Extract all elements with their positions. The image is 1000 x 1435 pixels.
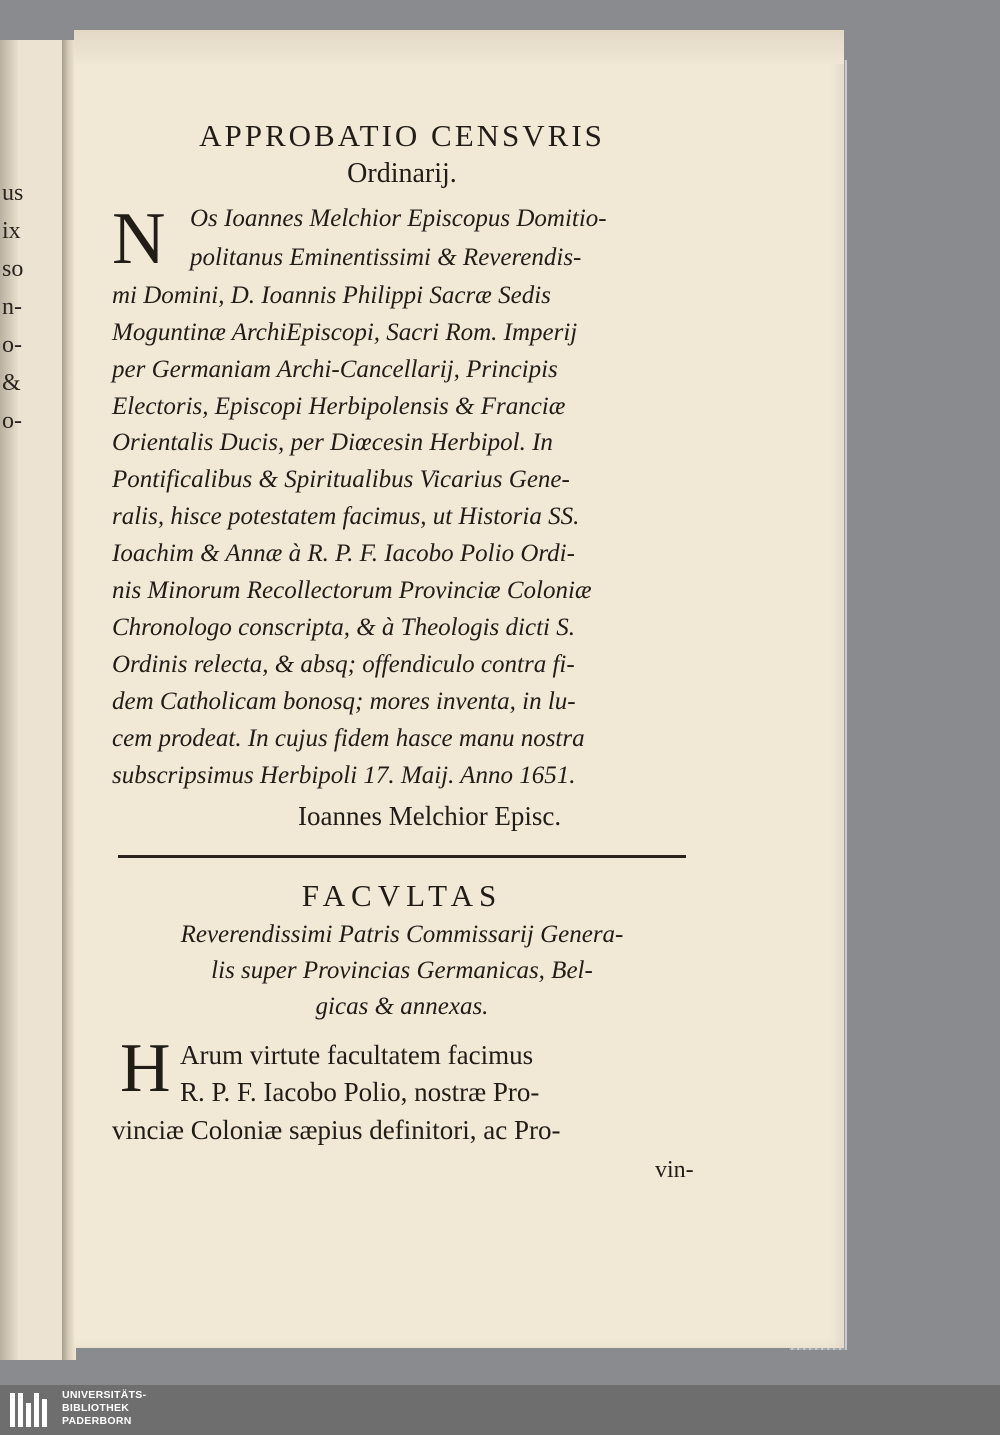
approbatio-line: mi Domini, D. Ioannis Philippi Sacræ Sedis bbox=[112, 282, 551, 309]
approbatio-title: APPROBATIO CENSVRIS bbox=[199, 118, 605, 153]
facultas-line: Arum virtute facultatem facimus bbox=[180, 1040, 534, 1070]
approbatio-line: Ioachim & Annæ à R. P. F. Iacobo Polio Ordi- bbox=[112, 540, 575, 567]
left-fragment: ix bbox=[2, 218, 21, 244]
approbatio-line: nis Minorum Recollectorum Provinciæ Coloniæ bbox=[112, 577, 592, 604]
catchword: vin- bbox=[655, 1157, 694, 1183]
approbatio-dropcap: N bbox=[112, 198, 166, 280]
approbatio-line: per Germaniam Archi-Cancellarij, Principis bbox=[112, 356, 558, 383]
left-fragment: o- bbox=[2, 408, 22, 434]
approbatio-line: Electoris, Episcopi Herbipolensis & Franciæ bbox=[112, 393, 566, 420]
approbatio-line: politanus Eminentissimi & Reverendis- bbox=[190, 244, 582, 271]
facultas-line: vinciæ Coloniæ sæpius definitori, ac Pro- bbox=[112, 1115, 561, 1145]
approbatio-line: ralis, hisce potestatem facimus, ut Historia SS. bbox=[112, 503, 580, 530]
library-logo-line: PADERBORN bbox=[62, 1415, 132, 1427]
facultas-dropcap: H bbox=[120, 1030, 171, 1107]
approbatio-line: dem Catholicam bonosq; mores inventa, in lu- bbox=[112, 688, 576, 715]
approbatio-line: Chronologo conscripta, & à Theologis dicti S. bbox=[112, 614, 575, 641]
approbatio-line: Pontificalibus & Spiritualibus Vicarius Gene- bbox=[112, 466, 570, 493]
left-fragment: n- bbox=[2, 294, 22, 320]
library-logo-text bbox=[62, 1389, 146, 1428]
approbatio-line: Moguntinæ ArchiEpiscopi, Sacri Rom. Imperij bbox=[112, 319, 578, 346]
facultas-subtitle-line: gicas & annexas. bbox=[315, 993, 489, 1020]
left-page bbox=[0, 40, 66, 1360]
approbatio-line: cem prodeat. In cujus fidem hasce manu nostra bbox=[112, 725, 585, 752]
left-fragment: o- bbox=[2, 332, 22, 358]
facultas-subtitle-line: lis super Provincias Germanicas, Bel- bbox=[211, 957, 593, 984]
approbatio-subtitle: Ordinarij. bbox=[347, 158, 457, 189]
library-logo-line: UNIVERSITÄTS- bbox=[62, 1389, 147, 1401]
facultas-line: R. P. F. Iacobo Polio, nostræ Pro- bbox=[180, 1077, 540, 1107]
library-logo-icon bbox=[10, 1393, 52, 1427]
facultas-subtitle-line: Reverendissimi Patris Commissarij Genera- bbox=[180, 921, 624, 948]
approbatio-signature: Ioannes Melchior Episc. bbox=[298, 801, 562, 831]
page-top-edge bbox=[74, 30, 844, 64]
section-divider bbox=[118, 855, 686, 858]
left-fragment: & bbox=[2, 370, 21, 396]
approbatio-line: Orientalis Ducis, per Diœcesin Herbipol. In bbox=[112, 429, 553, 456]
left-fragment: so bbox=[2, 256, 24, 282]
approbatio-line: Ordinis relecta, & absq; offendiculo contra fi- bbox=[112, 651, 575, 678]
library-logo-line: BIBLIOTHEK bbox=[62, 1402, 130, 1414]
approbatio-line: subscripsimus Herbipoli 17. Maij. Anno 1651. bbox=[112, 762, 576, 789]
left-fragment: us bbox=[2, 180, 24, 206]
facultas-title: FACVLTAS bbox=[301, 878, 503, 913]
approbatio-line: Os Ioannes Melchior Episcopus Domitio- bbox=[190, 205, 607, 232]
footer-bar bbox=[0, 1385, 1000, 1435]
